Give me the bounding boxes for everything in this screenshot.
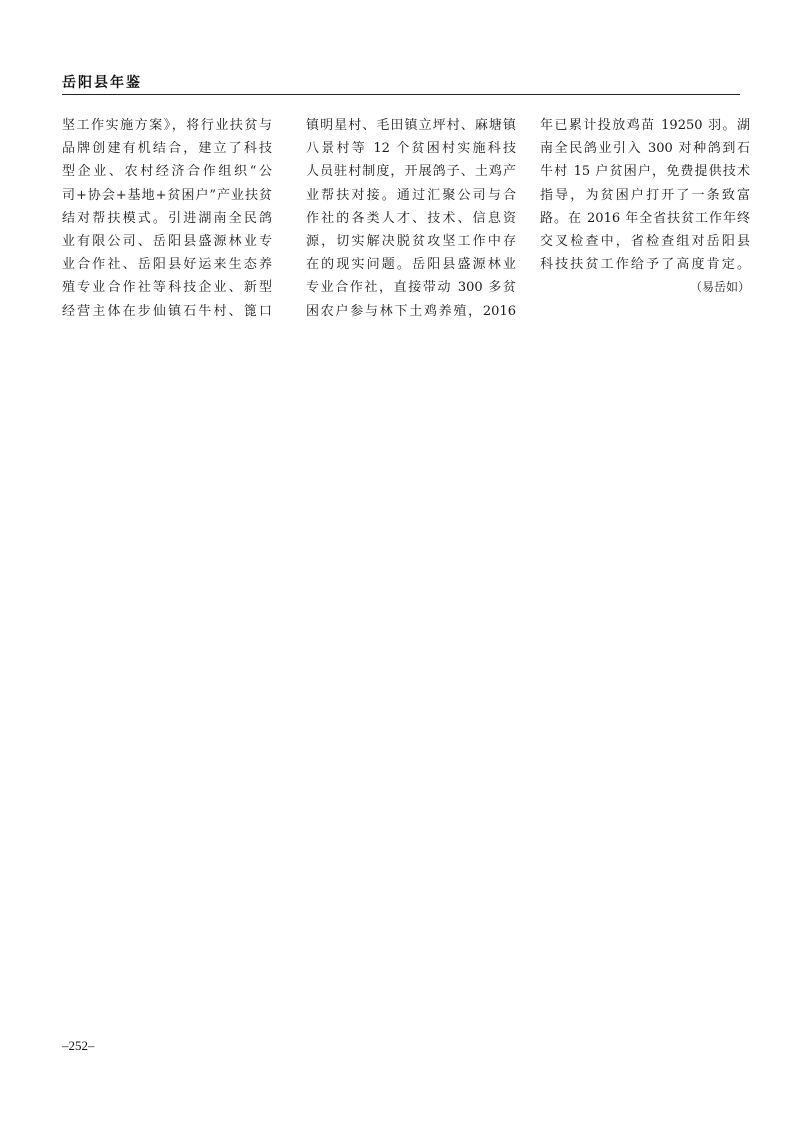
text-line: 镇明星村、毛田镇立坪村、麻塘镇 [306, 118, 516, 133]
text-line: 坚工作实施方案》，将行业扶贫与 [62, 118, 272, 133]
text-line: 结对帮扶模式。引进湖南全民鸽 [62, 210, 272, 226]
text-line: 专业合作社，直接带动 300 多贫 [306, 280, 516, 296]
text-line: 业帮扶对接。通过汇聚公司与合 [306, 187, 516, 203]
text-column-2 [306, 114, 516, 323]
page-number: –252– [62, 1038, 95, 1053]
text-line: 南全民鸽业引入 300 对种鸽到石 [540, 141, 750, 157]
text-line: 作社的各类人才、技术、信息资 [306, 210, 516, 226]
text-column-1 [62, 114, 272, 323]
text-column-3 [540, 114, 750, 300]
running-head: 岳阳县年鉴 [62, 75, 142, 91]
text-line: 交叉检查中，省检查组对岳阳县 [540, 233, 750, 249]
text-line: 路。在 2016 年全省扶贫工作年终 [540, 210, 750, 226]
text-line: 业合作社、岳阳县好运来生态养 [62, 257, 272, 273]
text-line: 品牌创建有机结合，建立了科技 [62, 141, 272, 157]
text-line: 经营主体在步仙镇石牛村、篦口 [62, 303, 272, 319]
text-line: 人员驻村制度，开展鸽子、土鸡产 [306, 164, 516, 180]
text-line: 八景村等 12 个贫困村实施科技 [306, 141, 516, 157]
text-line: 年已累计投放鸡苗 19250 羽。湖 [540, 118, 750, 133]
text-line: 科技扶贫工作给予了高度肯定。 [540, 257, 750, 273]
header-rule [62, 94, 740, 95]
text-line: 型企业、农村经济合作组织“公 [62, 164, 272, 180]
text-line: 在的现实问题。岳阳县盛源林业 [306, 257, 516, 273]
text-line: 业有限公司、岳阳县盛源林业专 [62, 233, 272, 249]
text-line: 困农户参与林下土鸡养殖，2016 [306, 303, 516, 319]
text-line: 司+协会+基地+贫困户”产业扶贫 [62, 187, 272, 203]
text-line: 牛村 15 户贫困户，免费提供技术 [540, 164, 750, 180]
author-byline: （易岳如） [689, 280, 750, 295]
text-line: 殖专业合作社等科技企业、新型 [62, 280, 272, 296]
text-line: 源，切实解决脱贫攻坚工作中存 [306, 233, 516, 249]
text-line: 指导，为贫困户打开了一条致富 [540, 187, 750, 203]
